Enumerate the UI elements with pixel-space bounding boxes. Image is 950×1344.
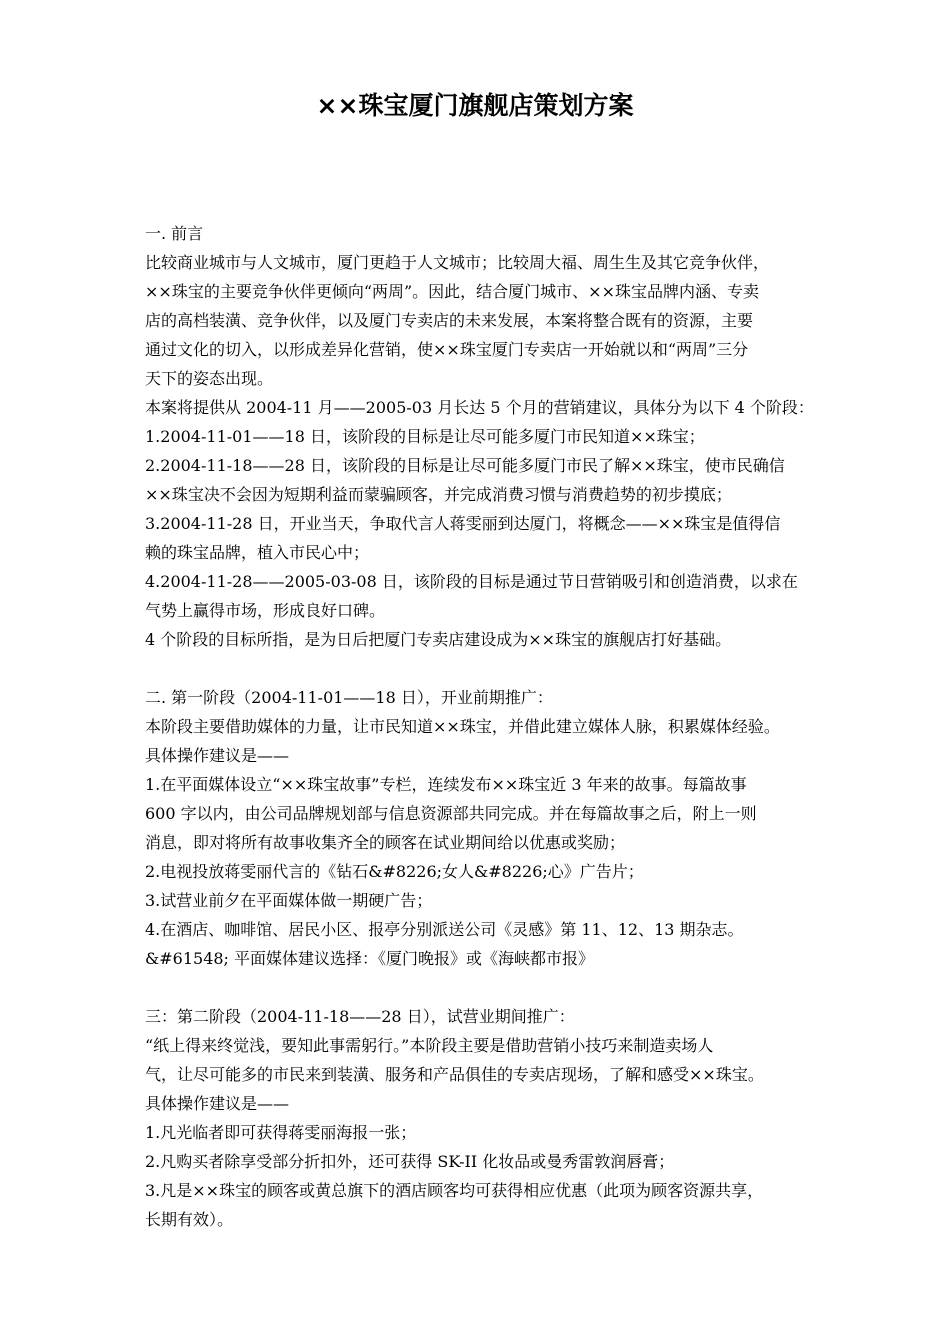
paragraph-line: 3.试营业前夕在平面媒体做一期硬广告； [145, 891, 433, 910]
paragraph-line: 消息，即对将所有故事收集齐全的顾客在试业期间给以优惠或奖励； [145, 833, 626, 852]
paragraph-line: 天下的姿态出现。 [145, 369, 274, 388]
blank-line [145, 973, 905, 1002]
paragraph-line: 2.凡购买者除享受部分折扣外，还可获得 SK-II 化妆品或曼秀雷敦润唇膏； [145, 1152, 675, 1171]
paragraph-line: 通过文化的切入，以形成差异化营销，使××珠宝厦门专卖店一开始就以和“两周”三分 [145, 340, 749, 359]
paragraph-line: 气势上赢得市场，形成良好口碑。 [145, 601, 386, 620]
document-title: ××珠宝厦门旗舰店策划方案 [316, 91, 634, 120]
paragraph-line: 比较商业城市与人文城市，厦门更趋于人文城市；比较周大福、周生生及其它竞争伙伴， [145, 253, 770, 272]
paragraph-line: 具体操作建议是—— [145, 1094, 290, 1113]
paragraph-line: 赖的珠宝品牌，植入市民心中； [145, 543, 370, 562]
paragraph-line: 具体操作建议是—— [145, 746, 290, 765]
section-heading: 二. 第一阶段（2004-11-01——18 日），开业前期推广： [145, 688, 553, 707]
paragraph-line: 长期有效）。 [145, 1210, 234, 1229]
paragraph-line: 本案将提供从 2004-11 月——2005-03 月长达 5 个月的营销建议，具体分为以下 4 个阶段： [145, 398, 814, 417]
paragraph-line: 1.在平面媒体设立“××珠宝故事”专栏，连续发布××珠宝近 3 年来的故事。每篇故事 [145, 775, 747, 794]
paragraph-line: &#61548; 平面媒体建议选择：《厦门晚报》或《海峡都市报》 [145, 949, 595, 968]
paragraph-line: 3.凡是××珠宝的顾客或黄总旗下的酒店顾客均可获得相应优惠（此项为顾客资源共享， [145, 1181, 764, 1200]
paragraph-line: 1.凡光临者即可获得蒋雯丽海报一张； [145, 1123, 417, 1142]
document-body [145, 219, 905, 1234]
paragraph-line: 气，让尽可能多的市民来到装潢、服务和产品俱佳的专卖店现场，了解和感受××珠宝。 [145, 1065, 764, 1084]
paragraph-line: 店的高档装潢、竞争伙伴，以及厦门专卖店的未来发展，本案将整合既有的资源，主要 [145, 311, 754, 330]
paragraph-line: 1.2004-11-01——18 日，该阶段的目标是让尽可能多厦门市民知道××珠宝； [145, 427, 705, 446]
paragraph-line: 4.2004-11-28——2005-03-08 日，该阶段的目标是通过节日营销吸引和创造消费，以求在 [145, 572, 798, 591]
paragraph-line: 2.电视投放蒋雯丽代言的《钻石&#8226;女人&#8226;心》广告片； [145, 862, 644, 881]
paragraph-line: ××珠宝的主要竞争伙伴更倾向“两周”。因此，结合厦门城市、××珠宝品牌内涵、专卖 [145, 282, 759, 301]
section-heading: 一. 前言 [145, 224, 204, 243]
paragraph-line: 本阶段主要借助媒体的力量，让市民知道××珠宝，并借此建立媒体人脉，积累媒体经验。 [145, 717, 780, 736]
paragraph-line: 4 个阶段的目标所指，是为日后把厦门专卖店建设成为××珠宝的旗舰店打好基础。 [145, 630, 732, 649]
paragraph-line: 4.在酒店、咖啡馆、居民小区、报亭分别派送公司《灵感》第 11、12、13 期杂志。 [145, 920, 744, 939]
paragraph-line: “纸上得来终觉浅，要知此事需躬行。”本阶段主要是借助营销小技巧来制造卖场人 [145, 1036, 714, 1055]
section-heading: 三：第二阶段（2004-11-18——28 日），试营业期间推广： [145, 1007, 575, 1026]
paragraph-line: 2.2004-11-18——28 日，该阶段的目标是让尽可能多厦门市民了解××珠宝，使市民确信 [145, 456, 785, 475]
blank-line [145, 654, 905, 683]
paragraph-line: 600 字以内，由公司品牌规划部与信息资源部共同完成。并在每篇故事之后，附上一则 [145, 804, 757, 823]
paragraph-line: 3.2004-11-28 日，开业当天，争取代言人蒋雯丽到达厦门，将概念——××珠宝是值得信 [145, 514, 781, 533]
paragraph-line: ××珠宝决不会因为短期利益而蒙骗顾客，并完成消费习惯与消费趋势的初步摸底； [145, 485, 732, 504]
